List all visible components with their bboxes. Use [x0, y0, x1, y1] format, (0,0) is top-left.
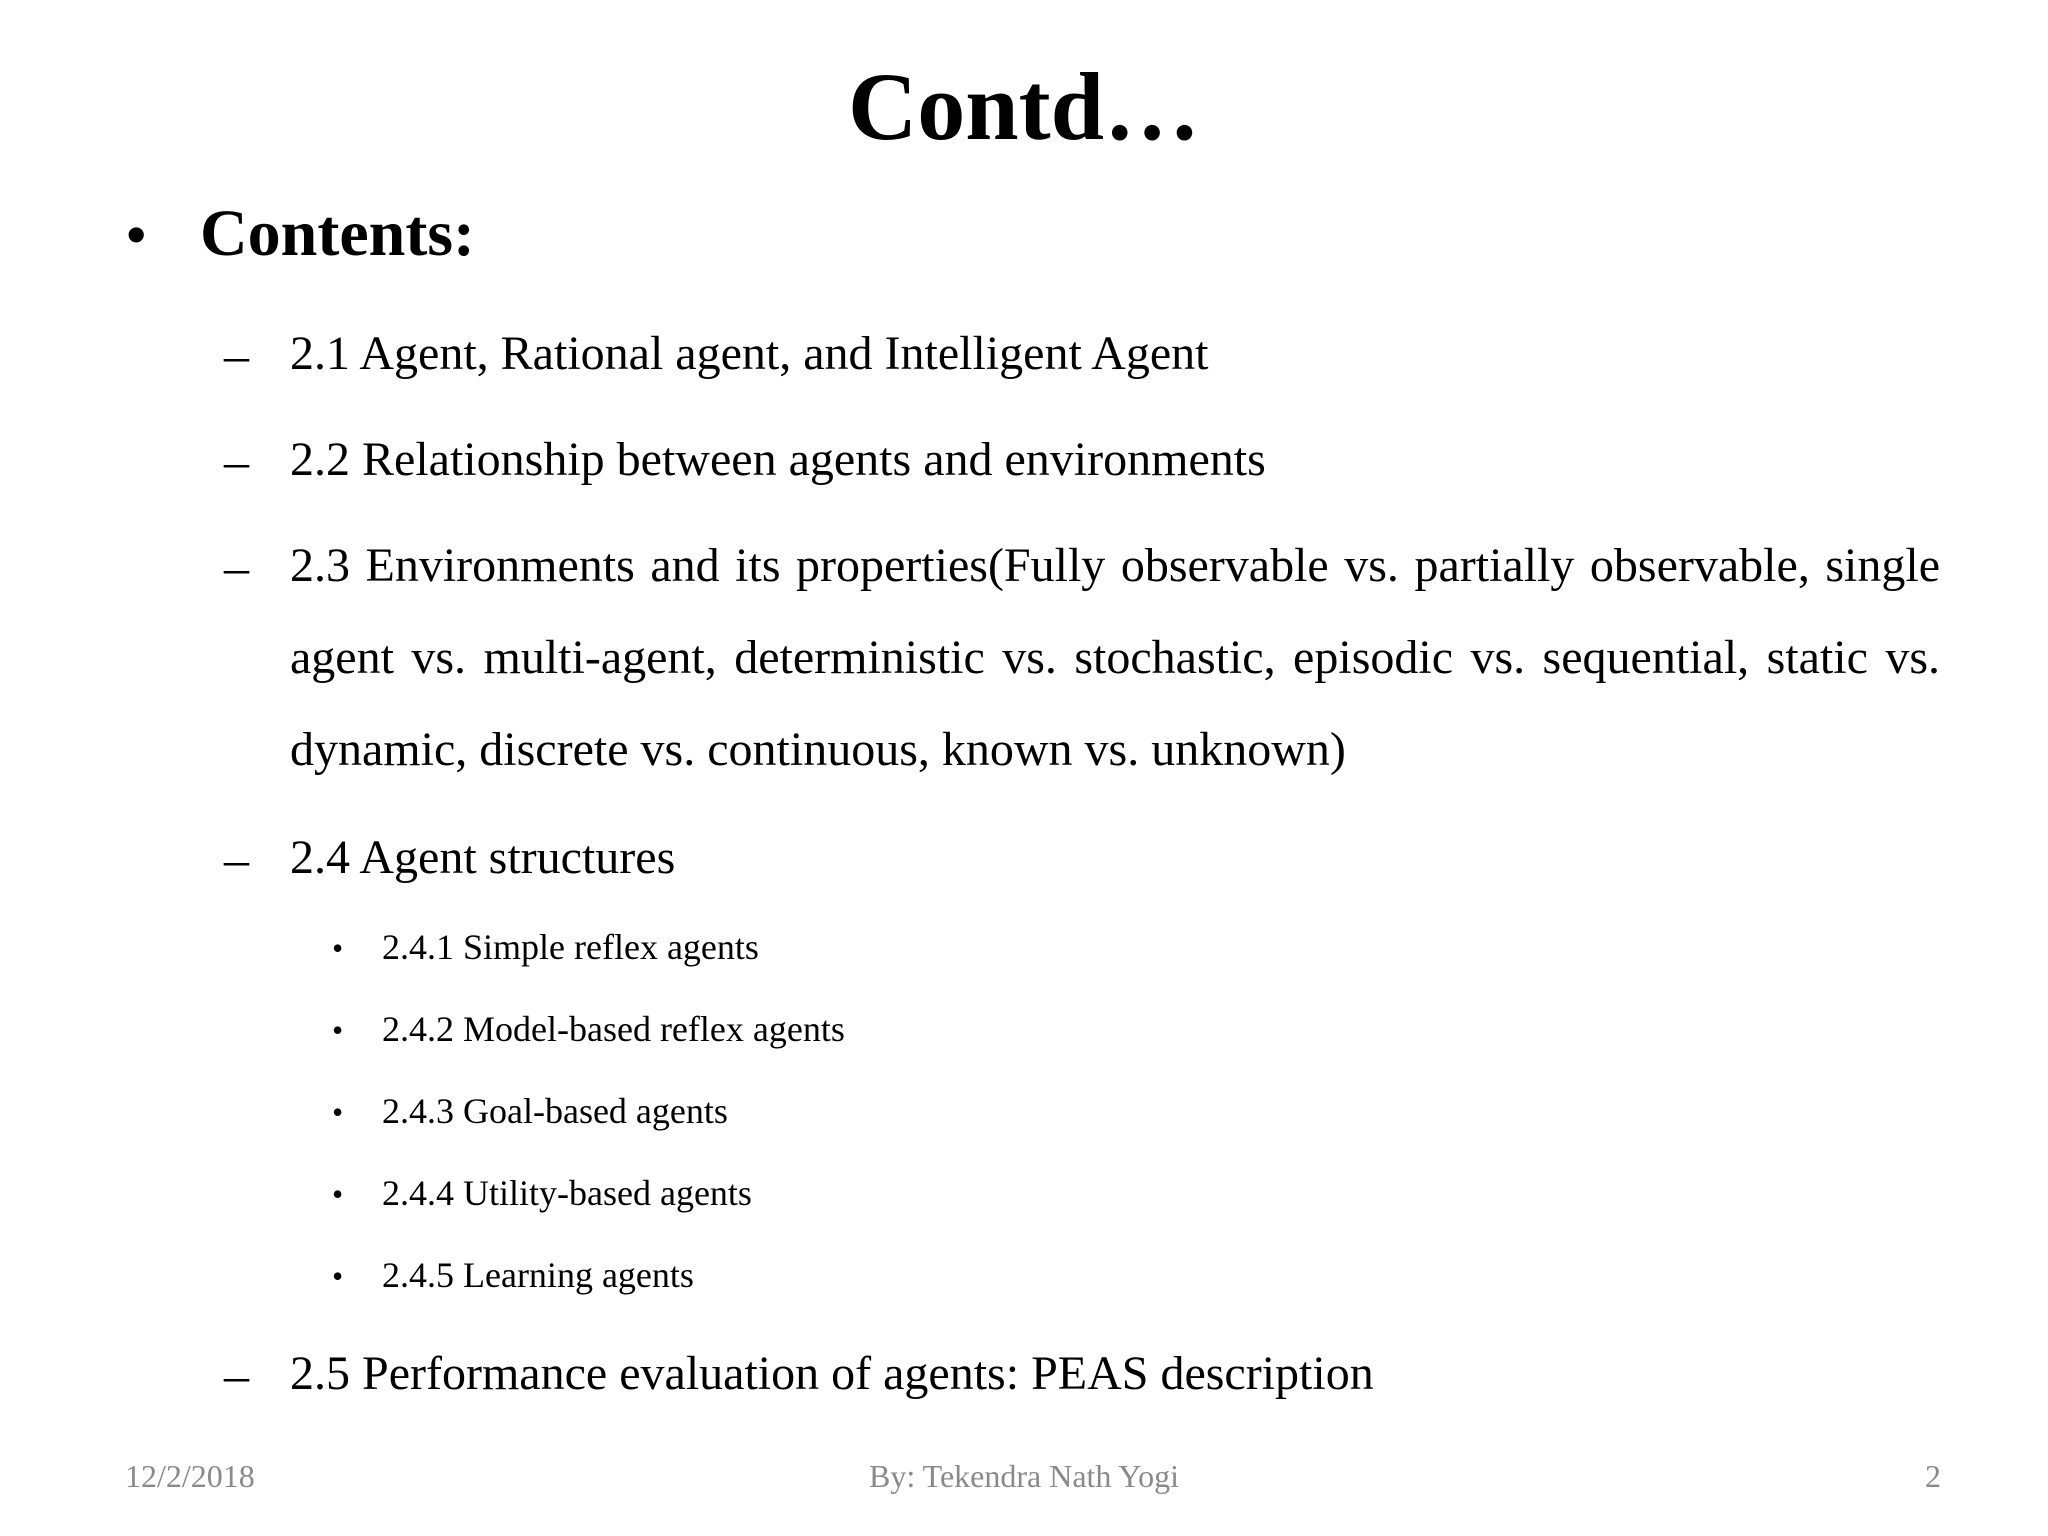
- subitem-bullet: •: [332, 930, 344, 966]
- item-dash: –: [224, 327, 249, 383]
- subitem-bullet: •: [332, 1258, 344, 1294]
- subitem-bullet: •: [332, 1176, 344, 1212]
- subitem-2-4-3: 2.4.3 Goal-based agents: [382, 1091, 728, 1131]
- slide-title: Contd…: [847, 53, 1201, 160]
- subitem-2-4-1: 2.4.1 Simple reflex agents: [382, 927, 759, 967]
- contents-heading: Contents:: [200, 197, 475, 270]
- item-2-1: 2.1 Agent, Rational agent, and Intelligent Agent: [290, 327, 1209, 380]
- item-dash: –: [224, 433, 249, 489]
- heading-bullet: •: [125, 199, 148, 270]
- subitem-bullet: •: [332, 1094, 344, 1130]
- subitem-2-4-4: 2.4.4 Utility-based agents: [382, 1173, 752, 1213]
- item-2-5: 2.5 Performance evaluation of agents: PEAS description: [290, 1347, 1374, 1400]
- item-2-4: 2.4 Agent structures: [290, 831, 676, 884]
- subitem-bullet: •: [332, 1012, 344, 1048]
- item-dash: –: [224, 831, 249, 887]
- item-2-2: 2.2 Relationship between agents and environments: [290, 433, 1266, 486]
- item-2-3: 2.3 Environments and its properties(Fully observable vs. partially observable, single agent vs. multi-agent, deterministic vs. stochastic, episodic vs. sequential, static vs. dynamic, discrete vs. continuous, known vs. unknown): [290, 539, 1940, 776]
- footer-date: 12/2/2018: [125, 1458, 255, 1494]
- item-dash: –: [224, 539, 249, 595]
- item-dash: –: [224, 1347, 249, 1403]
- subitem-2-4-2: 2.4.2 Model-based reflex agents: [382, 1009, 845, 1049]
- footer-page-number: 2: [1925, 1458, 1941, 1494]
- subitem-2-4-5: 2.4.5 Learning agents: [382, 1255, 694, 1295]
- footer-author: By: Tekendra Nath Yogi: [868, 1458, 1180, 1494]
